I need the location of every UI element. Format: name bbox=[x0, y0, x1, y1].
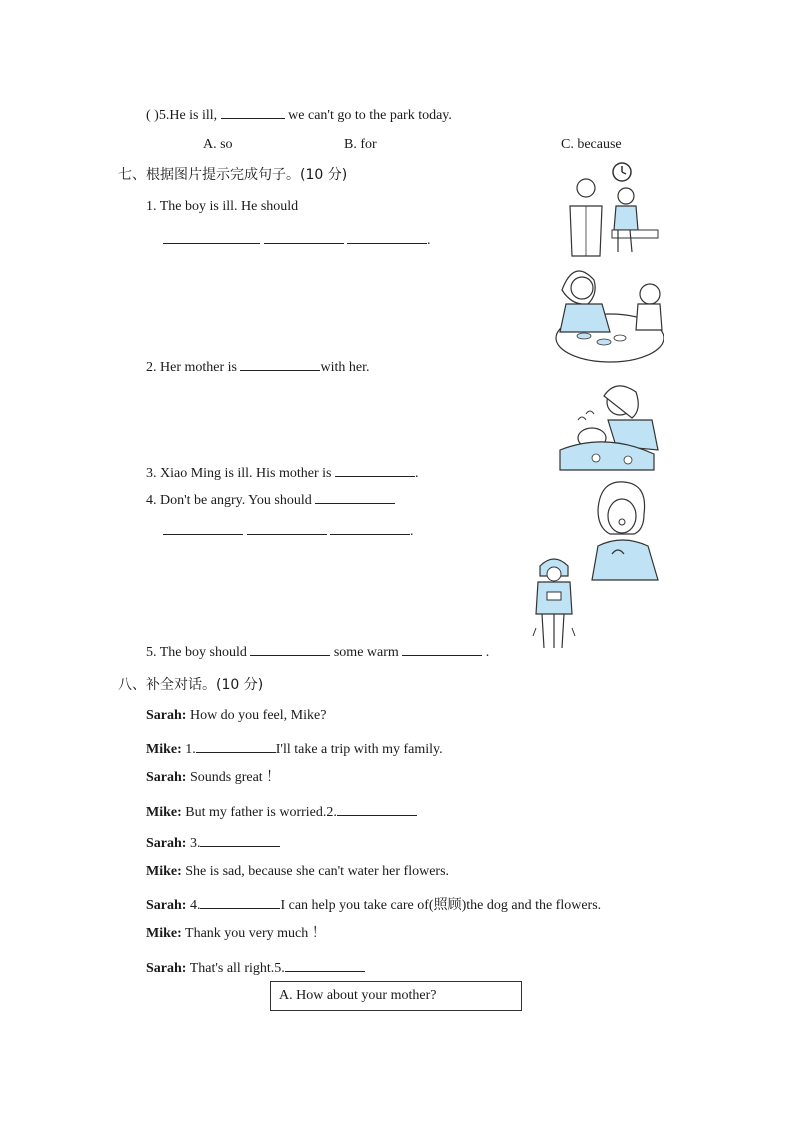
dialogue-text-after: I'll take a trip with my family. bbox=[275, 742, 443, 757]
dialogue-blank[interactable] bbox=[200, 832, 280, 847]
dialogue-line bbox=[146, 957, 365, 978]
s7-item4-blank-4[interactable] bbox=[330, 520, 410, 535]
s7-item3-blank[interactable] bbox=[335, 462, 415, 477]
dialogue-blank[interactable] bbox=[200, 894, 280, 909]
s7-item4: 4. Don't be angry. You should bbox=[146, 489, 395, 510]
s7-item4-answer-line: . bbox=[163, 520, 414, 541]
section8-title: 八、补全对话。(10 分) bbox=[118, 677, 264, 693]
s7-item5: 5. The boy should some warm . bbox=[146, 641, 489, 662]
q5-blank[interactable] bbox=[221, 104, 285, 119]
speaker-name: Sarah: bbox=[146, 961, 187, 976]
option-box bbox=[270, 981, 522, 1011]
q5-option-b[interactable]: B. for bbox=[344, 137, 377, 152]
dialogue-text: But my father is worried.2. bbox=[185, 805, 337, 820]
dialogue-line bbox=[146, 738, 443, 759]
dialogue-line bbox=[146, 801, 417, 822]
dialogue-text: 1. bbox=[185, 742, 196, 757]
dialogue-line bbox=[146, 832, 280, 853]
s7-item1: 1. The boy is ill. He should bbox=[146, 199, 299, 214]
speaker-name: Mike: bbox=[146, 805, 182, 820]
dialogue-text: She is sad, because she can't water her flowers. bbox=[185, 864, 450, 879]
dialogue-blank[interactable] bbox=[285, 957, 365, 972]
dialogue-text: Thank you very much ！ bbox=[185, 926, 326, 941]
dialogue-text: 3. bbox=[189, 836, 201, 851]
cold-boy-illustration bbox=[532, 552, 576, 654]
speaker-name: Sarah: bbox=[146, 770, 187, 785]
s7-item4-blank-3[interactable] bbox=[247, 520, 327, 535]
speaker-name: Mike: bbox=[146, 864, 182, 879]
speaker-name: Sarah: bbox=[146, 836, 187, 851]
s7-item1-blank-2[interactable] bbox=[264, 229, 344, 244]
q5-text-a: 5.He is ill, bbox=[158, 108, 218, 123]
s7-item4-blank-2[interactable] bbox=[163, 520, 243, 535]
dialogue-line bbox=[146, 894, 601, 915]
q5-line bbox=[146, 104, 452, 125]
speaker-name: Mike: bbox=[146, 742, 182, 757]
q5-option-a[interactable]: A. so bbox=[203, 137, 233, 152]
s7-item1-blank-3[interactable] bbox=[347, 229, 427, 244]
s7-item4-blank-1[interactable] bbox=[315, 489, 395, 504]
s7-item2-blank[interactable] bbox=[240, 356, 320, 371]
doctor-boy-illustration bbox=[556, 160, 662, 258]
dialogue-blank[interactable] bbox=[196, 738, 276, 753]
dialogue-line bbox=[146, 925, 326, 943]
s7-item1-blank-1[interactable] bbox=[163, 229, 260, 244]
q5-option-c[interactable]: C. because bbox=[561, 137, 622, 152]
woman-calming-illustration bbox=[584, 480, 662, 582]
s7-item3: 3. Xiao Ming is ill. His mother is . bbox=[146, 462, 419, 483]
mother-sick-child-illustration bbox=[556, 380, 662, 472]
section7-title: 七、根据图片提示完成句子。(10 分) bbox=[118, 167, 348, 183]
speaker-name: Mike: bbox=[146, 926, 182, 941]
speaker-name: Sarah: bbox=[146, 708, 187, 723]
dialogue-line bbox=[146, 769, 280, 787]
option-a: A. How about your mother? bbox=[279, 988, 437, 1003]
dialogue-text: How do you feel, Mike? bbox=[189, 708, 327, 723]
mother-daughter-meal-illustration bbox=[554, 260, 664, 364]
speaker-name: Sarah: bbox=[146, 898, 187, 913]
s7-item5-blank-1[interactable] bbox=[250, 641, 330, 656]
dialogue-text-after: I can help you take care of(照顾)the dog and the flowers. bbox=[280, 898, 602, 913]
dialogue-blank[interactable] bbox=[337, 801, 417, 816]
s7-item2: 2. Her mother is with her. bbox=[146, 356, 369, 377]
dialogue-text: Sounds great ！ bbox=[189, 770, 281, 785]
q5-text-b: we can't go to the park today. bbox=[288, 108, 452, 123]
s7-item1-answer-line: . bbox=[163, 229, 431, 250]
dialogue-line bbox=[146, 707, 326, 725]
q5-answer-paren[interactable]: ( ) bbox=[146, 108, 159, 123]
dialogue-text: 4. bbox=[189, 898, 201, 913]
s7-item5-blank-2[interactable] bbox=[402, 641, 482, 656]
dialogue-line bbox=[146, 863, 449, 881]
dialogue-text: That's all right.5. bbox=[189, 961, 285, 976]
